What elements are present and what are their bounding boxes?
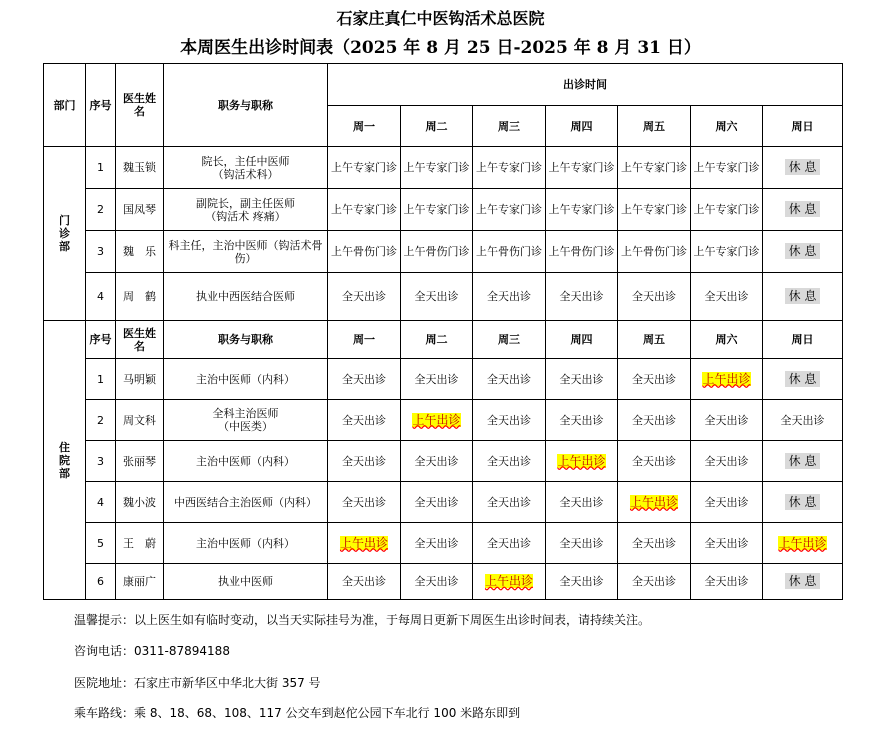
doctor-name-text: 魏 乐	[123, 245, 156, 258]
table-row	[44, 189, 843, 231]
table-row	[44, 231, 843, 273]
schedule-text: 全天出诊	[414, 290, 459, 303]
schedule-cell	[328, 564, 401, 600]
doctor-name	[116, 400, 164, 441]
doctor-name	[116, 359, 164, 400]
doctor-name-text: 国凤琴	[123, 203, 156, 216]
schedule-cell	[691, 482, 763, 523]
schedule-text: 上午专家门诊	[476, 161, 542, 174]
schedule-cell	[763, 523, 843, 564]
header-day-text: 周二	[425, 119, 448, 133]
header-schedule	[328, 64, 843, 106]
schedule-cell	[618, 441, 691, 482]
doctor-name	[116, 564, 164, 600]
dept-char: 院	[59, 453, 70, 467]
schedule-cell	[473, 147, 546, 189]
schedule-text: 全天出诊	[632, 575, 676, 588]
header-day-text: 周五	[643, 119, 665, 133]
schedule-cell	[546, 564, 618, 600]
schedule-text: 上午骨伤门诊	[548, 245, 615, 258]
schedule-cell	[546, 147, 618, 189]
schedule-text: 上午专家门诊	[621, 203, 687, 216]
header-day-text: 周一	[353, 119, 375, 133]
schedule-text: 上午专家门诊	[331, 203, 397, 216]
schedule-cell	[473, 564, 546, 600]
footer-phone	[74, 642, 864, 659]
header-day-text: 周四	[570, 333, 593, 346]
schedule-cell	[401, 523, 473, 564]
schedule-text: 全天出诊	[559, 575, 604, 588]
dept-char: 门	[59, 214, 70, 227]
header-day	[763, 106, 843, 147]
header-row	[44, 64, 843, 106]
schedule-text: 全天出诊	[632, 290, 676, 303]
schedule-cell	[763, 400, 843, 441]
header-day	[546, 321, 618, 359]
header-dept	[44, 64, 86, 147]
schedule-cell	[546, 441, 618, 482]
schedule-text: 上午出诊	[484, 574, 533, 588]
schedule-text: 上午骨伤门诊	[621, 245, 687, 258]
schedule-cell	[546, 523, 618, 564]
schedule-cell	[618, 147, 691, 189]
schedule-cell	[763, 359, 843, 400]
seq-cell	[86, 147, 116, 189]
schedule-cell	[763, 273, 843, 321]
header-schedule-text: 出诊时间	[563, 78, 607, 91]
seq-cell	[86, 231, 116, 273]
schedule-cell	[473, 273, 546, 321]
schedule-cell	[328, 273, 401, 321]
schedule-text: 上午出诊	[629, 494, 678, 509]
schedule-text: 全天出诊	[487, 290, 531, 303]
schedule-text: 上午专家门诊	[693, 203, 760, 216]
header-seq	[86, 64, 116, 147]
schedule-text: 上午专家门诊	[548, 161, 615, 174]
schedule-cell	[546, 231, 618, 273]
schedule-text: 休 息	[785, 453, 821, 469]
seq-cell-text: 4	[97, 495, 104, 509]
schedule-text: 休 息	[785, 371, 821, 387]
doctor-position-text: 科主任，主治中医师（钩活术骨伤）	[168, 238, 323, 265]
schedule-cell	[691, 441, 763, 482]
seq-cell-text: 5	[97, 536, 104, 550]
doctor-name-text: 王 蔚	[123, 536, 156, 550]
hospital-name: 石家庄真仁中医钩活术总医院	[336, 9, 545, 28]
header-name	[116, 321, 164, 359]
doctor-name-text: 康丽广	[123, 575, 156, 588]
dept-char: 部	[59, 466, 70, 480]
schedule-cell	[763, 441, 843, 482]
schedule-text: 全天出诊	[559, 536, 604, 550]
seq-cell	[86, 359, 116, 400]
footer-notice	[74, 611, 864, 628]
schedule-text: 上午出诊	[339, 535, 388, 550]
header-name-text: 医生姓名	[123, 92, 156, 118]
schedule-text: 全天出诊	[780, 413, 825, 427]
doctor-position	[164, 482, 328, 523]
seq-cell-text: 2	[97, 413, 104, 427]
table-row	[44, 400, 843, 441]
schedule-cell	[328, 147, 401, 189]
schedule-cell	[328, 400, 401, 441]
doctor-name	[116, 441, 164, 482]
header-day	[618, 106, 691, 147]
outpatient-dept-label	[44, 147, 86, 321]
doctor-name-text: 周文科	[123, 413, 156, 427]
schedule-text: 全天出诊	[487, 536, 531, 550]
seq-cell-text: 3	[97, 245, 104, 258]
inpatient-header-row	[44, 321, 843, 359]
header-day-text: 周日	[791, 119, 814, 133]
header-day	[618, 321, 691, 359]
header-name	[116, 64, 164, 147]
doctor-position-text: 执业中医师	[218, 575, 273, 588]
schedule-cell	[618, 400, 691, 441]
header-seq	[86, 321, 116, 359]
schedule-cell	[618, 482, 691, 523]
schedule-cell	[691, 564, 763, 600]
schedule-text: 休 息	[785, 243, 821, 259]
schedule-cell	[691, 273, 763, 321]
schedule-cell	[473, 523, 546, 564]
doctor-position-text: 主治中医师（内科）	[196, 454, 295, 468]
table-row	[44, 359, 843, 400]
schedule-cell	[401, 441, 473, 482]
schedule-cell	[546, 482, 618, 523]
doctor-position	[164, 273, 328, 321]
header-day-text: 周一	[353, 333, 375, 346]
phone-text: 咨询电话：0311-87894188	[74, 644, 230, 658]
schedule-text: 全天出诊	[559, 290, 604, 303]
header-day	[328, 106, 401, 147]
seq-cell	[86, 273, 116, 321]
doctor-position-text: 主治中医师（内科）	[196, 372, 295, 386]
schedule-text: 全天出诊	[414, 454, 459, 468]
schedule-text: 休 息	[785, 159, 821, 175]
schedule-text: 全天出诊	[704, 413, 749, 427]
schedule-text: 全天出诊	[559, 372, 604, 386]
schedule-text: 上午骨伤门诊	[476, 245, 542, 258]
schedule-cell	[328, 441, 401, 482]
schedule-cell	[546, 400, 618, 441]
schedule-cell	[328, 189, 401, 231]
schedule-cell	[401, 147, 473, 189]
doctor-name	[116, 147, 164, 189]
schedule-cell	[763, 564, 843, 600]
doctor-position	[164, 231, 328, 273]
doctor-name	[116, 523, 164, 564]
dept-char: 诊	[59, 227, 70, 240]
footer-route	[74, 704, 864, 721]
doctor-position-text: 院长，主任中医师 （钩活术科）	[201, 154, 290, 181]
header-day-text: 周六	[715, 119, 738, 133]
schedule-cell	[618, 564, 691, 600]
schedule-cell	[401, 482, 473, 523]
doctor-position	[164, 441, 328, 482]
schedule-text: 全天出诊	[414, 372, 459, 386]
schedule-cell	[763, 189, 843, 231]
schedule-text: 全天出诊	[342, 290, 386, 303]
schedule-text: 上午专家门诊	[693, 161, 760, 174]
schedule-cell	[328, 523, 401, 564]
schedule-cell	[618, 231, 691, 273]
schedule-text: 上午专家门诊	[403, 161, 470, 174]
schedule-cell	[618, 523, 691, 564]
schedule-text: 全天出诊	[342, 454, 386, 468]
schedule-text: 上午专家门诊	[621, 161, 687, 174]
schedule-text: 上午出诊	[557, 453, 606, 468]
header-day	[763, 321, 843, 359]
schedule-cell	[473, 400, 546, 441]
schedule-text: 休 息	[785, 494, 821, 510]
schedule-text: 上午专家门诊	[403, 203, 470, 216]
seq-cell-text: 2	[97, 203, 104, 216]
schedule-text: 休 息	[785, 288, 821, 304]
doctor-name	[116, 189, 164, 231]
schedule-cell	[473, 189, 546, 231]
schedule-text: 全天出诊	[414, 536, 459, 550]
schedule-text: 上午出诊	[778, 535, 827, 550]
schedule-text: 上午出诊	[412, 412, 461, 427]
schedule-text: 全天出诊	[487, 495, 531, 509]
seq-cell	[86, 441, 116, 482]
header-day	[401, 106, 473, 147]
schedule-cell	[763, 147, 843, 189]
schedule-text: 全天出诊	[487, 413, 531, 427]
seq-cell	[86, 564, 116, 600]
schedule-text: 全天出诊	[704, 290, 749, 303]
doctor-position-text: 中西医结合主治医师（内科）	[174, 495, 317, 509]
schedule-text: 全天出诊	[342, 575, 386, 588]
header-day-text: 周三	[498, 119, 520, 133]
header-dept-text: 部门	[53, 98, 76, 112]
schedule-cell	[401, 273, 473, 321]
doctor-position-text: 主治中医师（内科）	[196, 536, 295, 550]
table-row	[44, 564, 843, 600]
seq-cell	[86, 400, 116, 441]
schedule-cell	[401, 564, 473, 600]
dept-char: 住	[59, 440, 70, 454]
schedule-text: 上午骨伤门诊	[331, 245, 397, 258]
schedule-text: 全天出诊	[704, 454, 749, 468]
schedule-text: 全天出诊	[487, 372, 531, 386]
schedule-cell	[691, 400, 763, 441]
seq-cell-text: 6	[97, 575, 104, 588]
schedule-cell	[328, 231, 401, 273]
doctor-position-text: 副院长，副主任医师 （钩活术 疼痛）	[196, 196, 295, 223]
schedule-text: 休 息	[785, 201, 821, 217]
seq-cell-text: 4	[97, 290, 104, 303]
header-name-text: 医生姓名	[123, 326, 156, 353]
table-row	[44, 441, 843, 482]
doctor-name	[116, 231, 164, 273]
header-day	[691, 321, 763, 359]
schedule-text: 全天出诊	[342, 372, 386, 386]
header-day	[473, 106, 546, 147]
doctor-name-text: 张丽琴	[123, 454, 156, 468]
schedule-cell	[691, 359, 763, 400]
seq-cell-text: 3	[97, 454, 104, 468]
schedule-cell	[546, 189, 618, 231]
schedule-text: 全天出诊	[559, 413, 604, 427]
doctor-name	[116, 482, 164, 523]
schedule-cell	[546, 273, 618, 321]
header-day	[546, 106, 618, 147]
doctor-position	[164, 523, 328, 564]
doctor-name-text: 魏小波	[123, 495, 156, 509]
doctor-name-text: 马明颖	[123, 372, 156, 386]
seq-cell	[86, 523, 116, 564]
header-day-text: 周五	[643, 333, 665, 346]
schedule-text: 全天出诊	[342, 495, 386, 509]
schedule-text: 上午出诊	[702, 371, 751, 386]
inpatient-dept-label	[44, 321, 86, 600]
doctor-position	[164, 147, 328, 189]
notice-text: 温馨提示：以上医生如有临时变动，以当天实际挂号为准，于每周日更新下周医生出诊时间表，请持续关注。	[74, 613, 651, 627]
address-text: 医院地址：石家庄市新华区中华北大街 357 号	[74, 676, 321, 690]
schedule-cell	[401, 231, 473, 273]
footer-address	[74, 674, 864, 691]
schedule-text: 全天出诊	[704, 536, 749, 550]
doctor-position	[164, 189, 328, 231]
seq-cell-text: 1	[97, 372, 104, 386]
doctor-name-text: 魏玉锁	[123, 161, 156, 174]
schedule-cell	[691, 523, 763, 564]
schedule-cell	[473, 231, 546, 273]
header-seq-text: 序号	[89, 98, 112, 112]
schedule-text: 全天出诊	[632, 372, 676, 386]
page-title: 本周医生出诊时间表（2025 年 8 月 25 日-2025 年 8 月 31 日）	[180, 38, 701, 58]
header-position	[164, 321, 328, 359]
header-day-text: 周六	[715, 333, 738, 346]
header-day-text: 周日	[791, 333, 814, 346]
header-day-text: 周四	[570, 119, 593, 133]
schedule-cell	[691, 189, 763, 231]
seq-cell-text: 1	[97, 161, 104, 174]
seq-cell	[86, 482, 116, 523]
header-position-text: 职务与职称	[218, 333, 273, 346]
schedule-cell	[618, 189, 691, 231]
schedule-text: 全天出诊	[414, 495, 459, 509]
schedule-body	[44, 64, 843, 600]
schedule-cell	[473, 482, 546, 523]
schedule-cell	[618, 359, 691, 400]
header-day	[473, 321, 546, 359]
table-row	[44, 273, 843, 321]
dept-char: 部	[59, 240, 70, 253]
doctor-name-text: 周 鹤	[123, 290, 156, 303]
schedule-text: 全天出诊	[704, 575, 749, 588]
schedule-table	[43, 63, 843, 600]
schedule-cell	[691, 231, 763, 273]
schedule-cell	[473, 359, 546, 400]
schedule-text: 全天出诊	[632, 413, 676, 427]
schedule-text: 上午专家门诊	[693, 245, 760, 258]
schedule-cell	[763, 482, 843, 523]
schedule-text: 上午骨伤门诊	[403, 245, 470, 258]
schedule-text: 全天出诊	[342, 413, 386, 427]
schedule-text: 上午专家门诊	[331, 161, 397, 174]
header-position-text: 职务与职称	[218, 98, 273, 112]
header-day-text: 周二	[425, 333, 448, 346]
schedule-cell	[473, 441, 546, 482]
schedule-cell	[401, 359, 473, 400]
doctor-position	[164, 400, 328, 441]
schedule-text: 全天出诊	[559, 495, 604, 509]
header-day	[691, 106, 763, 147]
header-day	[328, 321, 401, 359]
table-row	[44, 523, 843, 564]
schedule-text: 休 息	[785, 573, 821, 589]
table-row	[44, 482, 843, 523]
schedule-text: 全天出诊	[632, 454, 676, 468]
schedule-text: 全天出诊	[487, 454, 531, 468]
schedule-text: 上午专家门诊	[476, 203, 542, 216]
schedule-text: 全天出诊	[632, 536, 676, 550]
schedule-cell	[763, 231, 843, 273]
doctor-position-text: 执业中西医结合医师	[196, 290, 295, 303]
schedule-text: 全天出诊	[704, 495, 749, 509]
doctor-position-text: 全科主治医师 （中医类）	[212, 407, 279, 433]
table-row	[44, 147, 843, 189]
header-seq-text: 序号	[89, 333, 112, 346]
doctor-position	[164, 564, 328, 600]
schedule-text: 全天出诊	[414, 575, 459, 588]
schedule-cell	[401, 400, 473, 441]
header-position	[164, 64, 328, 147]
header-day	[401, 321, 473, 359]
schedule-text: 上午专家门诊	[548, 203, 615, 216]
doctor-name	[116, 273, 164, 321]
schedule-cell	[618, 273, 691, 321]
route-text: 乘车路线：乘 8、18、68、108、117 公交车到赵佗公园下车北行 100 米路东即到	[74, 706, 521, 720]
schedule-cell	[546, 359, 618, 400]
schedule-cell	[328, 482, 401, 523]
schedule-cell	[401, 189, 473, 231]
schedule-cell	[328, 359, 401, 400]
doctor-position	[164, 359, 328, 400]
seq-cell	[86, 189, 116, 231]
schedule-cell	[691, 147, 763, 189]
header-day-text: 周三	[498, 333, 520, 346]
